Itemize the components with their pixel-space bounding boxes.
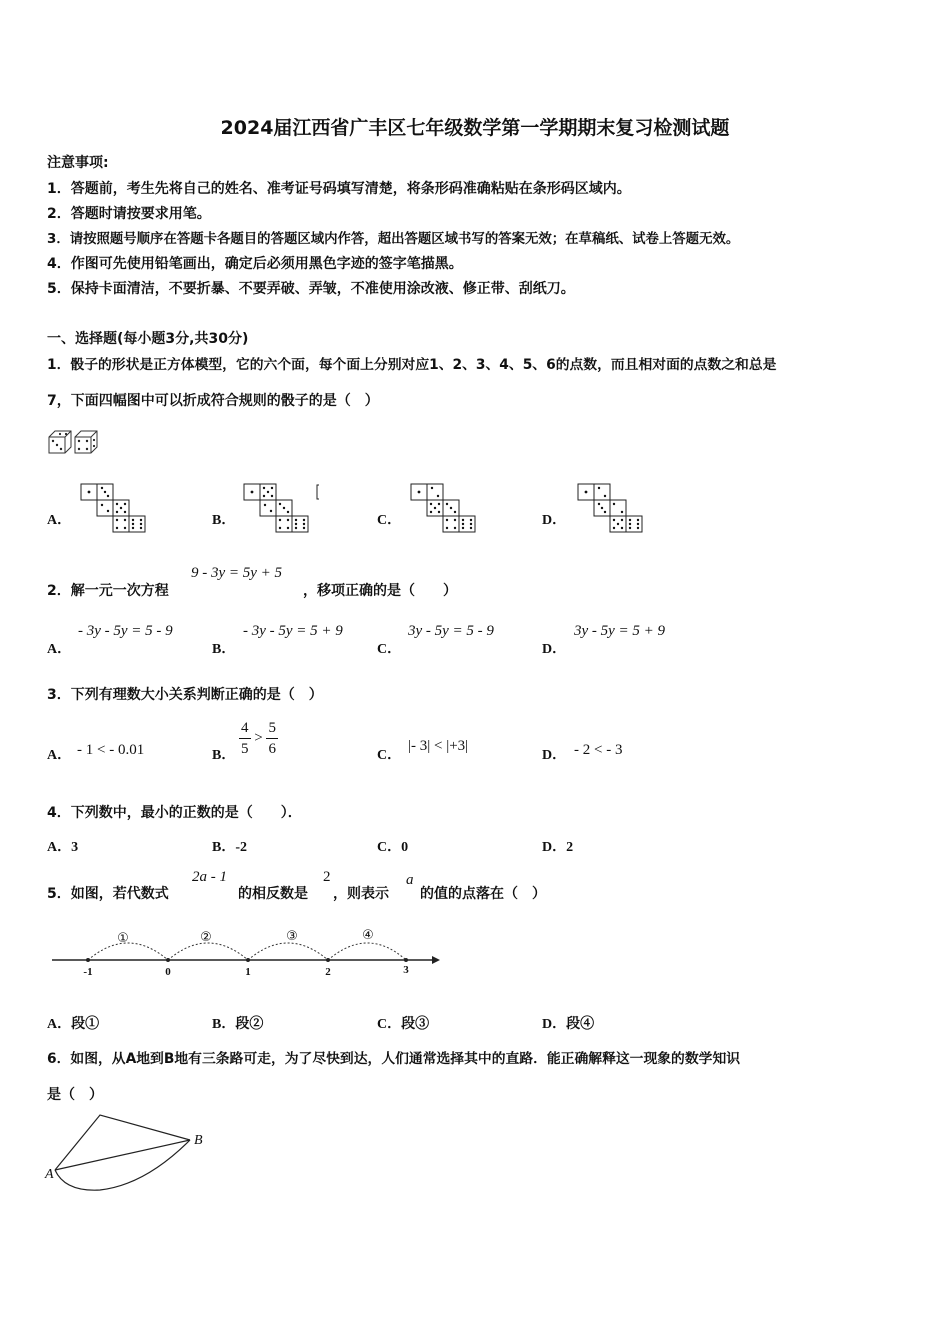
q3-option-b <box>239 718 278 759</box>
q5-option-c: C．段③ <box>377 1017 430 1032</box>
note-item: 5．保持卡面清洁，不要折暴、不要弄破、弄皱，不准使用涂改液、修正带、刮纸刀。 <box>47 281 575 297</box>
dice-net-b <box>243 483 323 533</box>
compare-op: > <box>254 729 263 746</box>
question-5-suffix: 的值的点落在（ ） <box>420 886 546 902</box>
q2-option-c: 3y - 5y = 5 - 9 <box>408 623 494 639</box>
q4-option-c: C．0 <box>377 840 409 855</box>
segment-label: ① <box>117 931 129 946</box>
point-b-label: B <box>194 1133 203 1148</box>
q3-option-d-label: D． <box>542 748 567 763</box>
question-6-line2: 是（ ） <box>47 1087 103 1103</box>
note-item: 3．请按照题号顺序在答题卡各题目的答题区域内作答，超出答题区域书写的答案无效；在草稿纸、试卷上答题无效。 <box>47 232 740 247</box>
q5-option-a: A．段① <box>47 1017 100 1032</box>
segment-label: ② <box>200 930 212 945</box>
q2-option-a: - 3y - 5y = 5 - 9 <box>78 623 173 639</box>
q4-option-a: A．3 <box>47 840 79 855</box>
question-1-line1: 1．骰子的形状是正方体模型，它的六个面，每个面上分别对应1、2、3、4、5、6的点数，而且相对面的点数之和总是 <box>47 357 777 373</box>
notes-heading: 注意事项: <box>47 155 109 171</box>
frac-num: 4 <box>239 718 251 739</box>
q2-option-d: 3y - 5y = 5 + 9 <box>574 623 666 639</box>
q3-option-a-label: A． <box>47 748 72 763</box>
question-5-prefix: 5．如图，若代数式 <box>47 886 169 902</box>
question-6-line1: 6．如图，从A地到B地有三条路可走，为了尽快到达，人们通常选择其中的直路．能正确解释这一现象的数学知识 <box>47 1051 741 1067</box>
dice-net-d <box>577 483 647 533</box>
tick-label: 2 <box>325 966 331 978</box>
q3-option-d: - 2 < - 3 <box>574 742 623 758</box>
question-5-mid: 的相反数是 <box>238 886 308 902</box>
question-2-suffix: ，移项正确的是（ ） <box>303 583 457 599</box>
note-item: 1．答题前，考生先将自己的姓名、准考证号码填写清楚，将条形码准确粘贴在条形码区域内。 <box>47 181 631 197</box>
note-item: 2．答题时请按要求用笔。 <box>47 206 211 222</box>
q2-option-b-label: B． <box>212 642 236 657</box>
tick-label: 3 <box>403 964 409 976</box>
question-5-mid2: ，则表示 <box>333 886 389 902</box>
q5-option-d: D．段④ <box>542 1017 595 1032</box>
page-title: 2024届江西省广丰区七年级数学第一学期期末复习检测试题 <box>220 117 730 139</box>
tick-label: -1 <box>83 966 93 978</box>
q1-option-c-label: C． <box>377 513 402 528</box>
dice-net-c <box>410 483 480 533</box>
frac-num: 5 <box>266 718 278 739</box>
dice-net-a <box>80 483 150 533</box>
section-heading: 一、选择题(每小题3分,共30分) <box>47 331 249 347</box>
number-line <box>50 925 442 980</box>
point-a-label: A <box>45 1167 54 1182</box>
q1-option-b-label: B． <box>212 513 236 528</box>
q1-option-a-label: A． <box>47 513 72 528</box>
q3-option-c-label: C． <box>377 748 402 763</box>
question-2-prefix: 2．解一元一次方程 <box>47 583 169 599</box>
question-4-stem: 4．下列数中，最小的正数的是（ ）． <box>47 805 302 821</box>
q5-option-b: B．段② <box>212 1017 264 1032</box>
question-3-stem: 3．下列有理数大小关系判断正确的是（ ） <box>47 687 323 703</box>
question-1-line2: 7，下面四幅图中可以折成符合规则的骰子的是（ ） <box>47 393 379 409</box>
dice-icon <box>47 428 99 454</box>
q5-value: 2 <box>323 869 331 885</box>
q2-option-d-label: D． <box>542 642 567 657</box>
route-diagram <box>45 1110 220 1195</box>
q2-equation: 9 - 3y = 5y + 5 <box>191 565 283 581</box>
frac-den: 5 <box>241 741 249 757</box>
q5-variable: a <box>406 872 414 888</box>
q3-option-b-label: B． <box>212 748 236 763</box>
tick-label: 0 <box>165 966 171 978</box>
q5-expression: 2a - 1 <box>192 869 227 885</box>
q2-option-b: - 3y - 5y = 5 + 9 <box>243 623 343 639</box>
q3-option-a: - 1 < - 0.01 <box>77 742 145 758</box>
segment-label: ④ <box>362 928 374 943</box>
q4-option-b: B．-2 <box>212 840 247 855</box>
note-item: 4．作图可先使用铅笔画出，确定后必须用黑色字迹的签字笔描黑。 <box>47 256 463 272</box>
q2-option-c-label: C． <box>377 642 402 657</box>
frac-den: 6 <box>268 741 276 757</box>
segment-label: ③ <box>286 929 298 944</box>
q1-option-d-label: D． <box>542 513 567 528</box>
q4-option-d: D．2 <box>542 840 574 855</box>
tick-label: 1 <box>245 966 251 978</box>
q2-option-a-label: A． <box>47 642 72 657</box>
q3-option-c: |- 3| < |+3| <box>408 738 469 754</box>
